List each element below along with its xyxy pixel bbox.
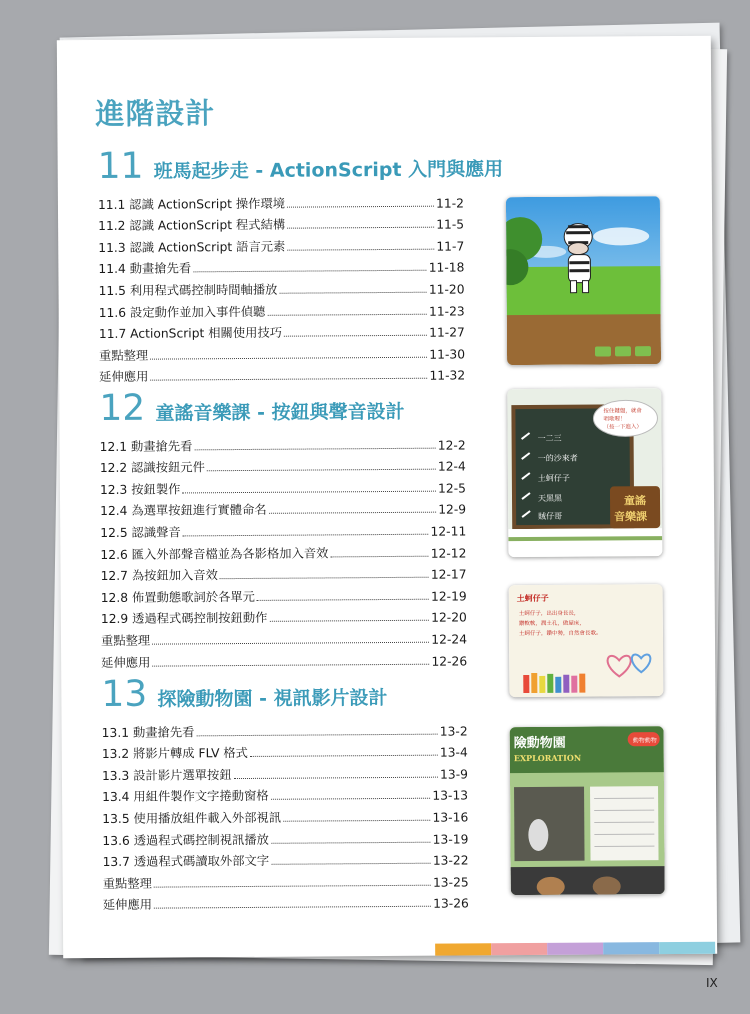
leader-dots — [287, 227, 434, 229]
toc-entry[interactable] — [98, 210, 464, 234]
toc-entry-page: 12-20 — [431, 610, 467, 626]
toc-entry[interactable] — [100, 517, 466, 541]
toc-entry-label: 11.2 認識 ActionScript 程式結構 — [98, 217, 286, 234]
toc-entry[interactable] — [100, 430, 466, 454]
toc-entry-page: 12-4 — [437, 459, 466, 474]
toc-entry-page: 11-2 — [435, 196, 464, 211]
toc-entry[interactable] — [99, 340, 465, 364]
toc-entry-label: 13.5 使用播放組件載入外部視訊 — [102, 810, 282, 826]
toc-entry-page: 12-26 — [431, 653, 468, 669]
toc-entry-label: 11.3 認識 ActionScript 語言元素 — [98, 239, 286, 255]
toc-entry[interactable] — [98, 232, 464, 256]
svg-text:賊仔哥: 賊仔哥 — [538, 511, 563, 521]
toc-entry-page: 11-7 — [436, 239, 465, 254]
svg-text:EXPLORATION: EXPLORATION — [513, 752, 582, 764]
toc-entry-label: 延伸應用 — [102, 897, 153, 913]
toc-entry-page: 13-22 — [432, 853, 469, 868]
leader-dots — [154, 884, 431, 887]
toc-entry-label: 重點整理 — [98, 348, 149, 363]
chapter-title: 探險動物園 - 視訊影片設計 — [157, 687, 388, 711]
toc-entry[interactable] — [99, 318, 465, 342]
leader-dots — [250, 755, 438, 757]
toc-entry[interactable] — [98, 275, 464, 299]
svg-text:土蚵仔子: 土蚵仔子 — [516, 593, 549, 604]
leader-dots — [267, 313, 427, 315]
toc-entry[interactable] — [101, 646, 467, 670]
toc-entry-label: 12.2 認識按鈕元件 — [99, 460, 205, 476]
svg-text:動物動物: 動物動物 — [632, 737, 657, 745]
toc-entry[interactable] — [103, 889, 469, 913]
leader-dots — [150, 378, 427, 381]
toc-entry[interactable] — [103, 868, 469, 892]
chapter-heading — [101, 671, 467, 715]
toc-entry-page: 13-2 — [439, 724, 468, 739]
toc-entry-label: 13.7 透過程式碼讀取外部文字 — [102, 853, 270, 870]
toc-entry-page: 13-13 — [432, 788, 469, 804]
leader-dots — [220, 577, 429, 579]
toc-entry-label: 13.1 動畫搶先看 — [101, 724, 195, 740]
toc-entry-page: 11-20 — [428, 282, 465, 297]
toc-entry-label: 13.4 用組件製作文字捲動窗格 — [102, 789, 269, 805]
toc-entry[interactable] — [102, 738, 468, 762]
toc-entry-label: 13.2 將影片轉成 FLV 格式 — [101, 746, 249, 762]
chapter-number: 13 — [101, 673, 148, 715]
chapter-title: 童謠音樂課 - 按鈕與聲音設計 — [155, 400, 405, 425]
toc-entry-label: 11.1 認識 ActionScript 操作環境 — [97, 196, 286, 212]
leader-dots — [154, 906, 431, 909]
toc-entry-page: 11-30 — [429, 347, 466, 362]
leader-dots — [269, 512, 437, 514]
toc-entry-page: 11-5 — [436, 217, 465, 232]
strip-blue — [603, 942, 659, 954]
toc-entry-page: 12-5 — [437, 481, 466, 496]
leader-dots — [194, 447, 435, 450]
leader-dots — [152, 663, 429, 666]
chapter-12 — [99, 385, 467, 670]
toc-entry-label: 12.5 認識聲音 — [100, 525, 181, 540]
svg-text:唱歌喔！: 唱歌喔！ — [603, 416, 626, 423]
toc-entry[interactable] — [102, 716, 468, 740]
toc-entry-page: 12-12 — [430, 546, 467, 561]
toc-entry[interactable] — [101, 603, 467, 627]
toc-entry[interactable] — [100, 474, 466, 498]
toc-entry-page: 12-2 — [437, 438, 466, 453]
toc-entry-label: 延伸應用 — [99, 370, 149, 385]
toc-entry-label: 重點整理 — [100, 633, 151, 648]
book-page — [57, 36, 717, 959]
toc-entry-page: 11-27 — [429, 325, 465, 340]
toc-entry[interactable] — [102, 824, 468, 848]
toc-entry-label: 11.5 利用程式碼控制時間軸播放 — [98, 282, 278, 298]
strip-cyan — [659, 942, 715, 954]
toc-entry-page: 12-19 — [430, 589, 467, 604]
svg-text:一二三: 一二三 — [537, 433, 562, 443]
leader-dots — [152, 642, 429, 645]
toc-entry-page: 11-23 — [428, 304, 465, 319]
strip-orange — [435, 943, 491, 955]
svg-text:按住鍵盤，就會: 按住鍵盤，就會 — [603, 408, 642, 415]
toc-entry[interactable] — [99, 296, 465, 320]
toc-entry[interactable] — [102, 781, 468, 805]
leader-dots — [284, 335, 427, 337]
leader-dots — [287, 205, 434, 207]
toc-list — [98, 188, 465, 385]
svg-text:鑽軟軟，潤土孔，做屋床，: 鑽軟軟，潤土孔，做屋床， — [518, 620, 585, 628]
svg-text:土蚵仔子，鑽中勢，自然會長歌。: 土蚵仔子，鑽中勢，自然會長歌。 — [518, 630, 602, 638]
chapter-11 — [98, 143, 505, 385]
toc-entry[interactable] — [101, 582, 467, 606]
toc-entry-page: 13-4 — [439, 745, 468, 760]
toc-list — [100, 430, 468, 670]
toc-entry-label: 12.6 匯入外部聲音檔並為各影格加入音效 — [100, 545, 329, 562]
lyrics-screenshot — [509, 584, 664, 697]
chapter-13 — [101, 671, 469, 913]
leader-dots — [193, 270, 426, 273]
toc-entry-page: 13-16 — [432, 810, 469, 825]
toc-entry-page: 11-18 — [428, 260, 465, 276]
leader-dots — [234, 776, 438, 778]
toc-entry-page: 12-9 — [438, 502, 467, 518]
toc-entry[interactable] — [100, 452, 466, 476]
svg-text:險動物園: 險動物園 — [513, 735, 566, 752]
svg-text:一的沙來者: 一的沙來者 — [537, 453, 578, 463]
toc-entry-label: 11.6 設定動作並加入事件偵聽 — [98, 304, 266, 320]
toc-entry-page: 11-32 — [429, 368, 466, 384]
toc-entry-label: 13.6 透過程式碼控制視訊播放 — [102, 832, 269, 848]
leader-dots — [183, 534, 429, 537]
toc-entry[interactable] — [100, 495, 466, 519]
svg-text:土蚵仔子，出出身長長，: 土蚵仔子，出出身長長， — [518, 610, 580, 618]
color-strip — [435, 942, 715, 956]
chapter-number: 12 — [99, 387, 146, 430]
chapter-title: 班馬起步走 - ActionScript 入門與應用 — [153, 158, 504, 183]
toc-entry-page: 13-19 — [432, 832, 469, 847]
toc-entry[interactable] — [98, 188, 464, 212]
toc-entry-label: 12.1 動畫搶先看 — [99, 438, 193, 454]
toc-entry[interactable] — [100, 538, 466, 562]
blackboard-screenshot — [507, 388, 662, 557]
toc-entry-label: 延伸應用 — [101, 655, 151, 670]
toc-entry[interactable] — [102, 846, 468, 870]
toc-entry[interactable] — [101, 625, 467, 649]
toc-entry-page: 12-24 — [431, 632, 468, 647]
page-number: IX — [706, 976, 718, 990]
leader-dots — [257, 598, 429, 600]
leader-dots — [196, 733, 437, 736]
toc-entry-page: 12-17 — [430, 567, 467, 582]
toc-entry[interactable] — [102, 803, 468, 827]
toc-entry-label: 12.7 為按鈕加入音效 — [100, 568, 218, 584]
toc-entry[interactable] — [102, 760, 468, 784]
leader-dots — [182, 490, 436, 493]
chapter-number: 11 — [97, 145, 144, 188]
svg-text:音樂課: 音樂課 — [614, 510, 648, 524]
toc-entry-label: 12.8 佈置動態歌詞於各單元 — [100, 589, 256, 605]
page-title: 進階設計 — [95, 96, 216, 132]
strip-purple — [547, 943, 603, 955]
toc-entry-label: 12.3 按鈕製作 — [99, 482, 181, 497]
toc-entry-page: 13-25 — [432, 875, 469, 890]
toc-entry[interactable] — [98, 253, 464, 277]
leader-dots — [271, 841, 431, 843]
leader-dots — [279, 292, 426, 294]
toc-entry-page: 13-9 — [439, 767, 468, 782]
toc-entry[interactable] — [99, 361, 465, 385]
leader-dots — [330, 555, 428, 557]
toc-entry-label: 重點整理 — [102, 876, 152, 891]
svg-text:童謠: 童謠 — [623, 494, 647, 508]
chapter-heading — [98, 143, 504, 187]
svg-text:天黑黑: 天黑黑 — [537, 493, 563, 503]
chapter-heading — [99, 385, 465, 429]
leader-dots — [287, 248, 434, 250]
toc-entry-label: 11.7 ActionScript 相關使用技巧 — [98, 325, 283, 342]
leader-dots — [150, 356, 427, 359]
leader-dots — [271, 798, 431, 800]
zebra-screenshot — [506, 196, 661, 365]
toc-entry-label: 12.4 為選單按鈕進行實體命名 — [100, 503, 267, 519]
leader-dots — [283, 820, 430, 822]
svg-text:（按一下進入）: （按一下進入） — [603, 424, 643, 431]
toc-entry[interactable] — [100, 560, 466, 584]
leader-dots — [271, 863, 431, 865]
toc-entry-page: 13-26 — [433, 896, 469, 912]
toc-list — [102, 716, 469, 913]
leader-dots — [207, 469, 436, 472]
strip-pink — [491, 943, 547, 955]
toc-entry-label: 12.9 透過程式碼控制按鈕動作 — [100, 611, 268, 627]
toc-entry-label: 13.3 設計影片選單按鈕 — [101, 767, 232, 783]
toc-entry-label: 11.4 動畫搶先看 — [98, 261, 192, 277]
toc-entry-page: 12-11 — [430, 524, 467, 539]
svg-text:土蚵仔子: 土蚵仔子 — [537, 473, 570, 483]
zoo-screenshot — [510, 726, 665, 895]
leader-dots — [269, 620, 429, 622]
